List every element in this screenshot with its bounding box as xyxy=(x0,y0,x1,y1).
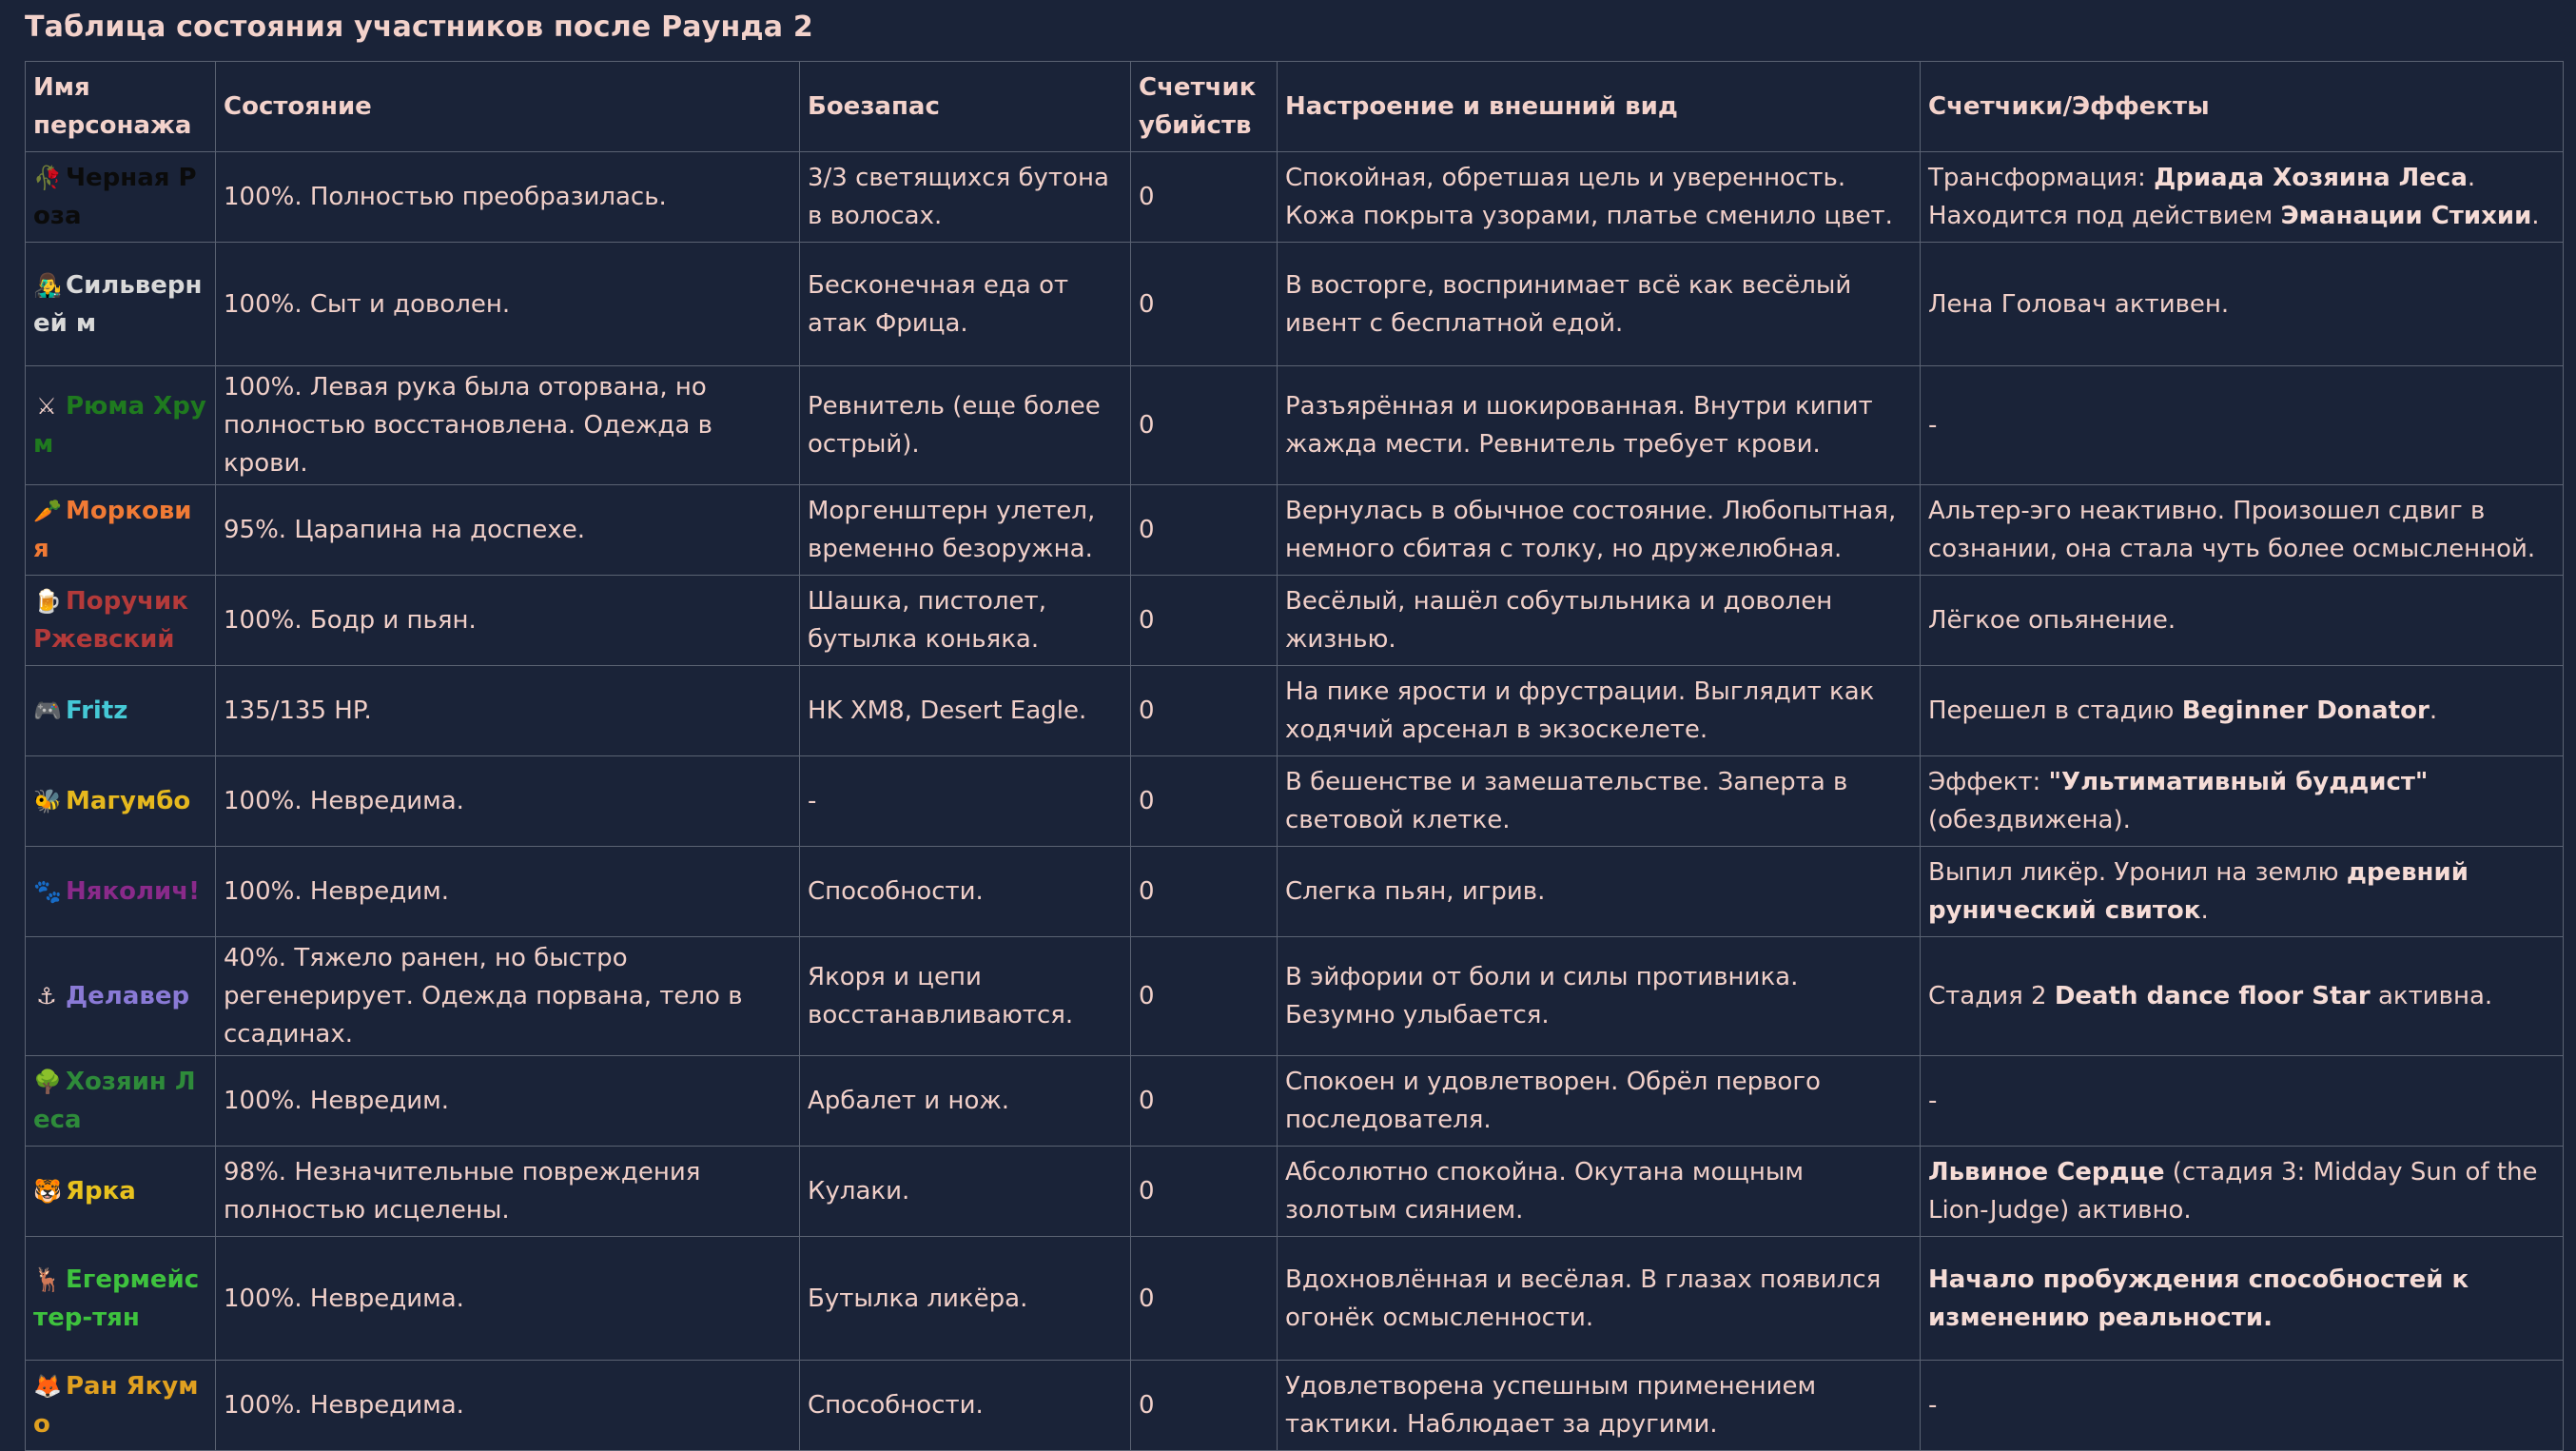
character-name: Сильверней м xyxy=(33,270,203,338)
effect-text: (стадия 3: Midday Sun of the Lion-Judge) активно. xyxy=(1928,1158,2538,1225)
state-cell: 100%. Невредим. xyxy=(216,1056,800,1147)
effects-cell xyxy=(1921,847,2564,937)
kills-cell: 0 xyxy=(1131,152,1278,243)
effects-cell xyxy=(1921,666,2564,756)
effects-cell xyxy=(1921,1056,2564,1147)
page-title: Таблица состояния участников после Раунда 2 xyxy=(25,10,813,44)
kills-cell: 0 xyxy=(1131,576,1278,666)
effect-text: (обездвижена). xyxy=(1928,806,2131,834)
crossed-swords-icon: ⚔ xyxy=(36,393,57,420)
table-row xyxy=(26,1361,2564,1451)
effect-text: - xyxy=(1928,1087,1938,1115)
table-row xyxy=(26,366,2564,485)
ammo-cell: Бесконечная еда от атак Фрица. xyxy=(800,243,1131,366)
state-cell: 100%. Полностью преобразилась. xyxy=(216,152,800,243)
mood-cell: Вдохновлённая и весёлая. В глазах появился огонёк осмысленности. xyxy=(1278,1237,1921,1361)
bee-icon: 🐝 xyxy=(33,788,62,814)
kills-cell: 0 xyxy=(1131,1237,1278,1361)
paw-prints-icon: 🐾 xyxy=(33,878,62,905)
ammo-cell: Способности. xyxy=(800,847,1131,937)
character-name-cell xyxy=(26,485,216,576)
character-name: Егермейстер-тян xyxy=(33,1265,200,1332)
ammo-cell: Способности. xyxy=(800,1361,1131,1451)
character-name: Хозяин Леса xyxy=(33,1068,196,1134)
table-row xyxy=(26,756,2564,847)
header-kills: Счетчик убийств xyxy=(1131,62,1278,152)
ammo-cell: Бутылка ликёра. xyxy=(800,1237,1131,1361)
effects-cell xyxy=(1921,152,2564,243)
state-cell: 100%. Невредима. xyxy=(216,1361,800,1451)
effect-text: Трансформация: xyxy=(1928,164,2155,192)
effect-text: - xyxy=(1928,1391,1938,1420)
effect-highlight: Эманации Стихии xyxy=(2280,202,2532,230)
character-name-cell xyxy=(26,1147,216,1237)
character-name-cell xyxy=(26,1237,216,1361)
kills-cell: 0 xyxy=(1131,1056,1278,1147)
character-name-cell xyxy=(26,576,216,666)
character-name-cell xyxy=(26,666,216,756)
table-row xyxy=(26,1237,2564,1361)
kills-cell: 0 xyxy=(1131,666,1278,756)
ammo-cell: Моргенштерн улетел, временно безоружна. xyxy=(800,485,1131,576)
kills-cell: 0 xyxy=(1131,1147,1278,1237)
ammo-cell: Шашка, пистолет, бутылка коньяка. xyxy=(800,576,1131,666)
effects-cell xyxy=(1921,366,2564,485)
effect-text: Альтер-эго неактивно. Произошел сдвиг в сознании, она стала чуть более осмысленной. xyxy=(1928,497,2536,563)
mood-cell: Спокойная, обретшая цель и уверенность. Кожа покрыта узорами, платье сменило цвет. xyxy=(1278,152,1921,243)
header-effects: Счетчики/Эффекты xyxy=(1921,62,2564,152)
effect-text: Лена Головач активен. xyxy=(1928,289,2230,319)
effects-cell xyxy=(1921,1361,2564,1451)
mood-cell: В бешенстве и замешательстве. Заперта в световой клетке. xyxy=(1278,756,1921,847)
effect-highlight: Львиное Сердце xyxy=(1928,1158,2165,1186)
effect-text: - xyxy=(1928,411,1938,440)
kills-cell: 0 xyxy=(1131,847,1278,937)
table-header-row xyxy=(26,62,2564,152)
effect-highlight: Beginner Donator xyxy=(2181,696,2430,725)
mood-cell: Весёлый, нашёл собутыльника и доволен жизнью. xyxy=(1278,576,1921,666)
effects-cell xyxy=(1921,243,2564,366)
mood-cell: Слегка пьян, игрив. xyxy=(1278,847,1921,937)
table-row xyxy=(26,576,2564,666)
effect-highlight: древний рунический свиток xyxy=(1928,858,2469,925)
header-ammo: Боезапас xyxy=(800,62,1131,152)
effect-text: активна. xyxy=(2370,982,2493,1010)
kills-cell: 0 xyxy=(1131,756,1278,847)
state-cell: 95%. Царапина на доспехе. xyxy=(216,485,800,576)
character-name: Магумбо xyxy=(66,787,191,815)
state-cell: 40%. Тяжело ранен, но быстро регенерирует. Одежда порвана, тело в ссадинах. xyxy=(216,937,800,1056)
state-cell: 100%. Левая рука была оторвана, но полностью восстановлена. Одежда в крови. xyxy=(216,366,800,485)
effects-cell xyxy=(1921,937,2564,1056)
ammo-cell: Арбалет и нож. xyxy=(800,1056,1131,1147)
effect-text: . xyxy=(2531,202,2540,230)
table-row xyxy=(26,485,2564,576)
effect-highlight: Дриада Хозяина Леса xyxy=(2154,164,2468,192)
kills-cell: 0 xyxy=(1131,366,1278,485)
effect-text: Перешел в стадию xyxy=(1928,696,2182,725)
anchor-icon: ⚓ xyxy=(36,983,57,1010)
table-row xyxy=(26,937,2564,1056)
effect-text: Стадия 2 xyxy=(1928,982,2055,1010)
character-name-cell xyxy=(26,366,216,485)
mood-cell: Абсолютно спокойна. Окутана мощным золотым сиянием. xyxy=(1278,1147,1921,1237)
character-name-cell xyxy=(26,243,216,366)
character-name-cell xyxy=(26,1056,216,1147)
effects-cell xyxy=(1921,485,2564,576)
effects-cell xyxy=(1921,756,2564,847)
character-name-cell xyxy=(26,756,216,847)
ammo-cell: 3/3 светящихся бутона в волосах. xyxy=(800,152,1131,243)
kills-cell: 0 xyxy=(1131,1361,1278,1451)
tiger-face-icon: 🐯 xyxy=(33,1178,62,1205)
fox-face-icon: 🦊 xyxy=(33,1373,62,1400)
character-name-cell xyxy=(26,937,216,1056)
ammo-cell: Кулаки. xyxy=(800,1147,1131,1237)
table-row xyxy=(26,847,2564,937)
character-name: Няколич! xyxy=(66,877,200,906)
effect-text: . xyxy=(2200,896,2209,925)
effects-cell xyxy=(1921,576,2564,666)
gamepad-icon: 🎮 xyxy=(33,697,62,724)
kills-cell: 0 xyxy=(1131,243,1278,366)
state-cell: 135/135 HP. xyxy=(216,666,800,756)
mood-cell: На пике ярости и фрустрации. Выглядит как ходячий арсенал в экзоскелете. xyxy=(1278,666,1921,756)
effect-highlight: Death dance floor Star xyxy=(2054,982,2371,1010)
deer-icon: 🦌 xyxy=(33,1265,62,1293)
state-cell: 100%. Невредим. xyxy=(216,847,800,937)
beer-mug-icon: 🍺 xyxy=(33,588,62,615)
mood-cell: Спокоен и удовлетворен. Обрёл первого последователя. xyxy=(1278,1056,1921,1147)
ammo-cell: Ревнитель (еще более острый). xyxy=(800,366,1131,485)
effect-text: Эффект: xyxy=(1928,768,2049,796)
character-name-cell xyxy=(26,847,216,937)
effects-cell xyxy=(1921,1147,2564,1237)
mood-cell: Разъярённая и шокированная. Внутри кипит жажда мести. Ревнитель требует крови. xyxy=(1278,366,1921,485)
character-name: Fritz xyxy=(66,696,128,725)
table-row xyxy=(26,1147,2564,1237)
character-name-cell xyxy=(26,1361,216,1451)
wilted-rose-icon: 🥀 xyxy=(33,165,62,191)
character-name: Морковия xyxy=(33,497,192,563)
state-cell: 100%. Невредима. xyxy=(216,1237,800,1361)
kills-cell: 0 xyxy=(1131,485,1278,576)
table-body xyxy=(26,152,2564,1451)
state-cell: 100%. Невредима. xyxy=(216,756,800,847)
effect-text: . Находится под действием xyxy=(1928,164,2476,230)
table-row xyxy=(26,243,2564,366)
tree-icon: 🌳 xyxy=(33,1069,62,1095)
mood-cell: В восторге, воспринимает всё как весёлый ивент с бесплатной едой. xyxy=(1278,243,1921,366)
table-row xyxy=(26,666,2564,756)
effect-highlight: Начало пробуждения способностей к изменению реальности. xyxy=(1928,1265,2469,1332)
header-state: Состояние xyxy=(216,62,800,152)
kills-cell: 0 xyxy=(1131,937,1278,1056)
state-cell: 100%. Сыт и доволен. xyxy=(216,243,800,366)
character-name: Поручик Ржевский xyxy=(33,587,188,654)
effect-text: Выпил ликёр. Уронил на землю xyxy=(1928,858,2347,887)
mood-cell: Вернулась в обычное состояние. Любопытная, немного сбитая с толку, но дружелюбная. xyxy=(1278,485,1921,576)
state-cell: 98%. Незначительные повреждения полностью исцелены. xyxy=(216,1147,800,1237)
table-row xyxy=(26,152,2564,243)
person-icon: 👨‍🎤 xyxy=(33,271,62,299)
character-name: Делавер xyxy=(66,982,190,1010)
character-name: Ран Якумо xyxy=(33,1372,199,1439)
effect-text: Лёгкое опьянение. xyxy=(1928,606,2176,635)
effect-highlight: "Ультимативный буддист" xyxy=(2048,768,2429,796)
header-mood: Настроение и внешний вид xyxy=(1278,62,1921,152)
ammo-cell: Якоря и цепи восстанавливаются. xyxy=(800,937,1131,1056)
character-name: Рюма Хрум xyxy=(33,392,206,459)
character-name: Черная Роза xyxy=(33,164,197,230)
ammo-cell: HK XM8, Desert Eagle. xyxy=(800,666,1131,756)
header-name: Имя персонажа xyxy=(26,62,216,152)
character-name-cell xyxy=(26,152,216,243)
mood-cell: Удовлетворена успешным применением тактики. Наблюдает за другими. xyxy=(1278,1361,1921,1451)
character-name: Ярка xyxy=(66,1177,136,1206)
effect-text: . xyxy=(2429,696,2438,725)
mood-cell: В эйфории от боли и силы противника. Безумно улыбается. xyxy=(1278,937,1921,1056)
status-table xyxy=(25,61,2564,1451)
table-row xyxy=(26,1056,2564,1147)
state-cell: 100%. Бодр и пьян. xyxy=(216,576,800,666)
ammo-cell: - xyxy=(800,756,1131,847)
carrot-icon: 🥕 xyxy=(33,498,62,524)
effects-cell xyxy=(1921,1237,2564,1361)
